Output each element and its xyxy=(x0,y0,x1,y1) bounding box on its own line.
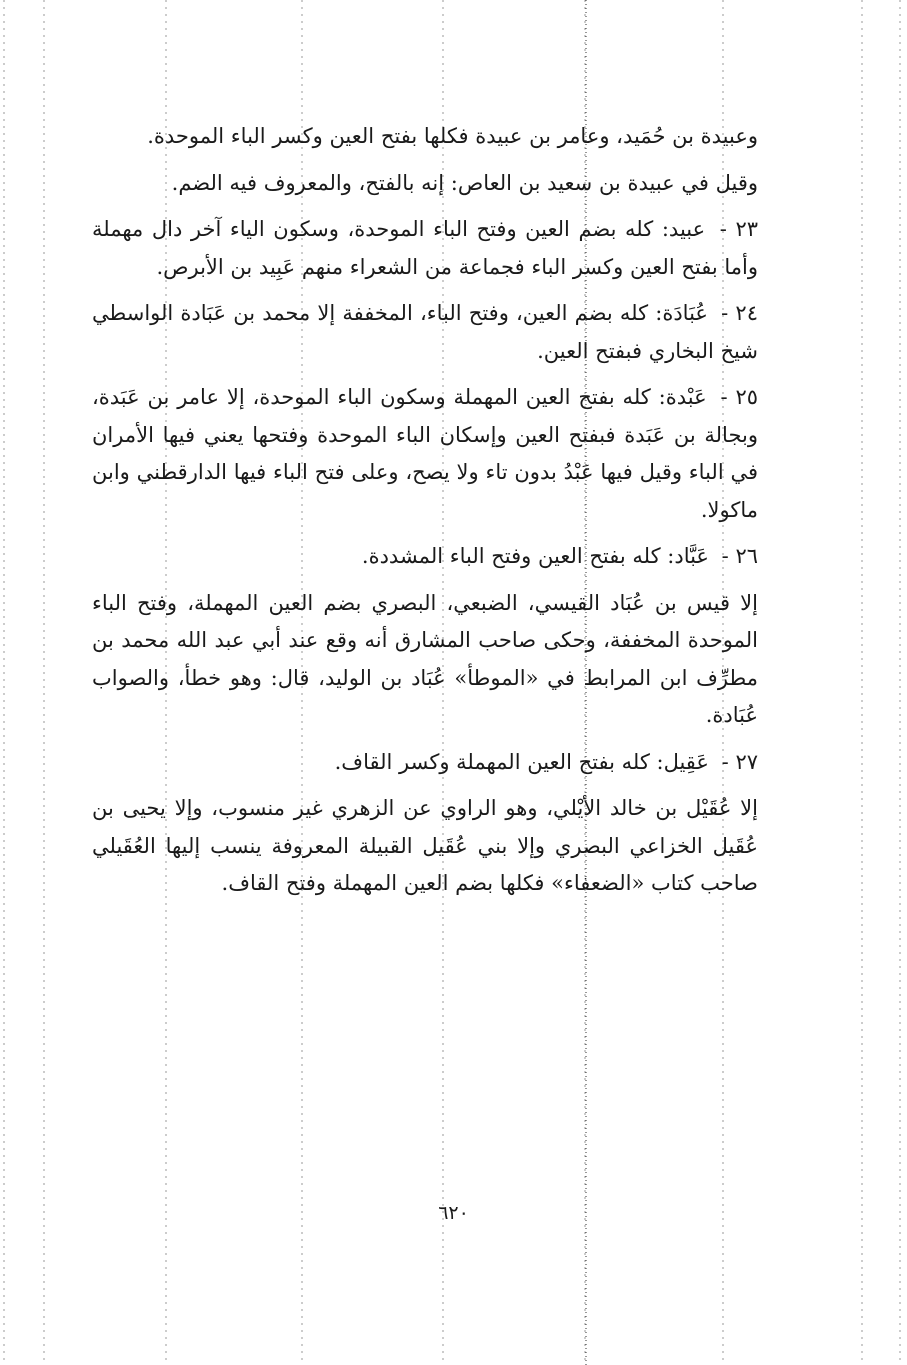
page-number: ٦٢٠ xyxy=(438,1202,469,1224)
paragraph-2: وقيل في عبيدة بن سعيد بن العاص: إنه بالفتح، والمعروف فيه الضم. xyxy=(171,170,758,195)
entry-number: ٢٣ - xyxy=(719,217,758,241)
entry-27: ٢٧ - عَقِيل: كله بفتح العين المهملة وكسر القاف. xyxy=(334,749,758,774)
entry-number: ٢٥ - xyxy=(720,385,758,409)
page-body xyxy=(92,118,758,912)
entry-23: ٢٣ - عبيد: كله بضم العين وفتح الباء الموحدة، وسكون الياء آخر دال مهملة وأما بفتح العين وكسر الباء فجماعة من الشعراء منهم عَبِيد بن الأبرص. xyxy=(92,217,758,279)
paragraph-1: وعبيدة بن حُمَيد، وعامر بن عبيدة فكلها بفتح العين وكسر الباء الموحدة. xyxy=(147,124,758,148)
paragraph-7: إلا قيس بن عُبَاد القيسي، الضبعي، البصري بضم العين المهملة، وفتح الباء الموحدة المخففة، وحكى صاحب المشارق أنه وقع عند أبي عبد الله محمد بن مطرِّف ابن المرابط في «الموطأ» عُبَاد بن الوليد، قال: وهو خطأ، والصواب عُبَادة. xyxy=(92,590,758,727)
paragraph-9: إلا عُقَيْل بن خالد الأيْلي، وهو الراوي عن الزهري غير منسوب، وإلا يحيى بن عُقَيل الخزاعي البصري وإلا بني عُقَيل القبيلة المعروفة ينسب إليها العُقَيلي صاحب كتاب «الضعفاء» فكلها بضم العين المهملة وفتح القاف. xyxy=(92,796,758,895)
entry-25: ٢٥ - عَبْدة: كله بفتح العين المهملة وسكون الباء الموحدة، إلا عامر بن عَبَدة، وبجالة بن عَبَدة فبفتح العين وإسكان الباء الموحدة وفتحها يعني فيها الأمران في الباء وقيل فيها عَبْدُ بدون تاء ولا يصح، وعلى فتح الباء فيها الدارقطني وابن ماكولا. xyxy=(92,385,758,522)
entry-number: ٢٤ - xyxy=(721,301,758,325)
entry-24: ٢٤ - عُبَادَة: كله بضم العين، وفتح الباء، المخففة إلا محمد بن عَبَادة الواسطي شيخ البخاري فبفتح العين. xyxy=(92,301,758,363)
entry-26: ٢٦ - عَبَّاد: كله بفتح العين وفتح الباء المشددة. xyxy=(361,544,758,568)
entry-number: ٢٧ - xyxy=(721,749,758,774)
entry-number: ٢٦ - xyxy=(721,544,758,568)
